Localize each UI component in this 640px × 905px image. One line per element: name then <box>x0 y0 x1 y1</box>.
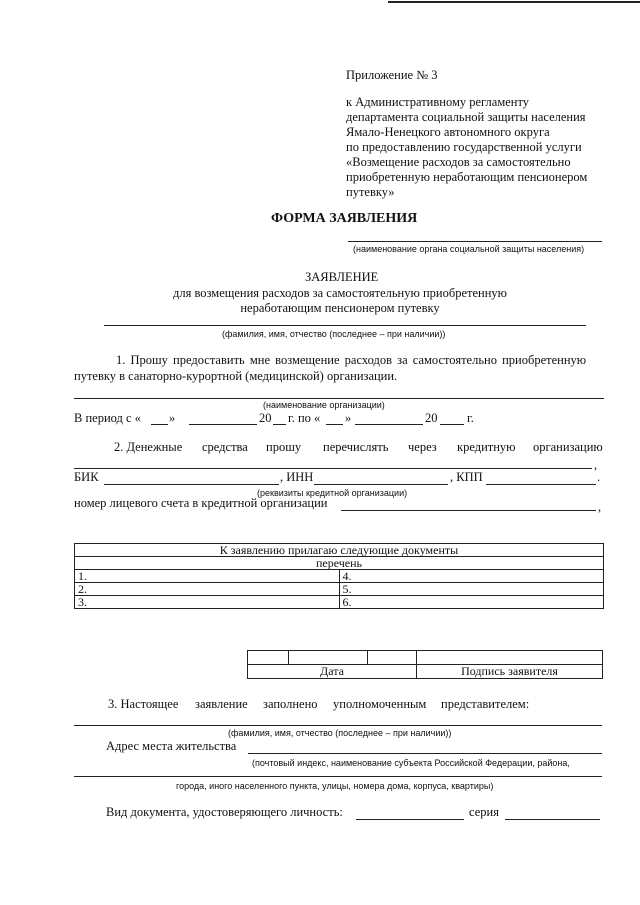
form-title: ФОРМА ЗАЯВЛЕНИЯ <box>271 211 418 226</box>
item2-word-6: кредитную <box>457 440 516 454</box>
kpp-dot: . <box>597 470 601 484</box>
authority-hint: (наименование органа социальной защиты населения) <box>353 244 585 254</box>
period-to-day[interactable] <box>326 424 343 425</box>
documents-subheader: перечень <box>75 557 604 570</box>
item3-word-2: заявление <box>195 697 248 711</box>
appendix-title: Приложение № 3 <box>346 68 438 82</box>
series-label: серия <box>469 805 499 819</box>
id-document-field[interactable] <box>356 819 464 820</box>
appendix-line-3: Ямало-Ненецкого автономного округа <box>346 125 550 139</box>
representative-fio-hint: (фамилия, имя, отчество (последнее – при наличии)) <box>228 728 452 738</box>
organization-hint: (наименование организации) <box>263 400 385 410</box>
inn-label: , ИНН <box>280 470 314 484</box>
item2-word-4: перечислять <box>323 440 389 454</box>
date-year-cell[interactable] <box>368 651 417 665</box>
period-to-year-suffix: г. <box>467 411 474 425</box>
item2-word-3: прошу <box>266 440 302 454</box>
authority-line[interactable] <box>348 241 602 242</box>
address-hint-1: (почтовый индекс, наименование субъекта Российской Федерации, района, <box>252 758 570 768</box>
document-cell-5[interactable]: 5. <box>339 583 604 596</box>
documents-header-row <box>75 544 604 557</box>
applicant-fio-hint: (фамилия, имя, отчество (последнее – при наличии)) <box>222 329 446 339</box>
item3-word-3: заполнено <box>263 697 318 711</box>
signature-input-row <box>248 651 603 665</box>
document-cell-3[interactable]: 3. <box>75 596 340 609</box>
table-row <box>75 596 604 609</box>
address-field-2[interactable] <box>74 776 602 777</box>
document-cell-4[interactable]: 4. <box>339 570 604 583</box>
period-from-close: » <box>169 411 176 425</box>
appendix-line-7: путевку» <box>346 185 395 199</box>
series-field[interactable] <box>505 819 600 820</box>
credit-org-comma: , <box>594 458 598 472</box>
account-field[interactable] <box>341 510 596 511</box>
appendix-line-4: по предоставлению государственной услуги <box>346 140 582 154</box>
date-month-cell[interactable] <box>289 651 368 665</box>
address-hint-2: города, иного населенного пункта, улицы, номера дома, корпуса, квартиры) <box>176 781 494 791</box>
statement-heading: ЗАЯВЛЕНИЕ <box>305 270 379 284</box>
period-from-year-prefix: 20 <box>259 411 272 425</box>
bik-field[interactable] <box>104 484 279 485</box>
item2-word-5: через <box>408 440 437 454</box>
date-day-cell[interactable] <box>248 651 289 665</box>
documents-header: К заявлению прилагаю следующие документы <box>75 544 604 557</box>
signature-cell[interactable] <box>417 651 603 665</box>
organization-line[interactable] <box>74 398 604 399</box>
signature-table <box>247 650 603 679</box>
item1-line1: 1. Прошу предоставить мне возмещение расходов за самостоятельно приобретенную <box>116 353 587 367</box>
document-cell-6[interactable]: 6. <box>339 596 604 609</box>
item2-word-7: организацию <box>533 440 603 454</box>
account-comma: , <box>598 500 602 514</box>
date-label: Дата <box>248 665 417 679</box>
period-to-year[interactable] <box>440 424 464 425</box>
requisites-hint: (реквизиты кредитной организации) <box>257 488 408 498</box>
documents-table <box>74 543 604 609</box>
appendix-line-1: к Административному регламенту <box>346 95 530 109</box>
address-field[interactable] <box>248 753 602 754</box>
credit-org-line[interactable] <box>74 468 592 469</box>
id-document-label: Вид документа, удостоверяющего личность: <box>106 805 343 819</box>
item3-word-5: представителем: <box>441 697 530 711</box>
kpp-label: , КПП <box>450 470 483 484</box>
address-label: Адрес места жительства <box>106 739 237 753</box>
documents-subheader-row <box>75 557 604 570</box>
period-from-day[interactable] <box>151 424 168 425</box>
document-cell-2[interactable]: 2. <box>75 583 340 596</box>
period-to-prefix: г. по « <box>288 411 321 425</box>
signature-label-row <box>248 665 603 679</box>
top-rule <box>388 1 640 3</box>
kpp-field[interactable] <box>486 484 596 485</box>
inn-field[interactable] <box>314 484 448 485</box>
table-row <box>75 583 604 596</box>
document-cell-1[interactable]: 1. <box>75 570 340 583</box>
appendix-line-6: приобретенную неработающим пенсионером <box>346 170 588 184</box>
table-row <box>75 570 604 583</box>
item3-word-1: 3. Настоящее <box>108 697 179 711</box>
signature-label: Подпись заявителя <box>417 665 603 679</box>
account-label: номер лицевого счета в кредитной организации <box>74 496 328 510</box>
statement-subtitle-1: для возмещения расходов за самостоятельную приобретенную <box>173 286 507 300</box>
period-from-month[interactable] <box>189 424 257 425</box>
period-to-year-prefix: 20 <box>425 411 438 425</box>
item2-word-2: средства <box>202 440 248 454</box>
appendix-line-5: «Возмещение расходов за самостоятельно <box>346 155 571 169</box>
statement-subtitle-2: неработающим пенсионером путевку <box>240 301 440 315</box>
representative-fio-line[interactable] <box>74 725 602 726</box>
applicant-fio-line[interactable] <box>104 325 586 326</box>
item3-word-4: уполномоченным <box>333 697 427 711</box>
period-prefix: В период с « <box>74 411 141 425</box>
item2-word-1: 2. Денежные <box>114 440 183 454</box>
item1-line2: путевку в санаторно-курортной (медицинской) организации. <box>74 369 398 383</box>
appendix-line-2: департамента социальной защиты населения <box>346 110 586 124</box>
period-from-year[interactable] <box>273 424 286 425</box>
bik-label: БИК <box>74 470 99 484</box>
period-to-month[interactable] <box>355 424 423 425</box>
period-to-close: » <box>345 411 352 425</box>
